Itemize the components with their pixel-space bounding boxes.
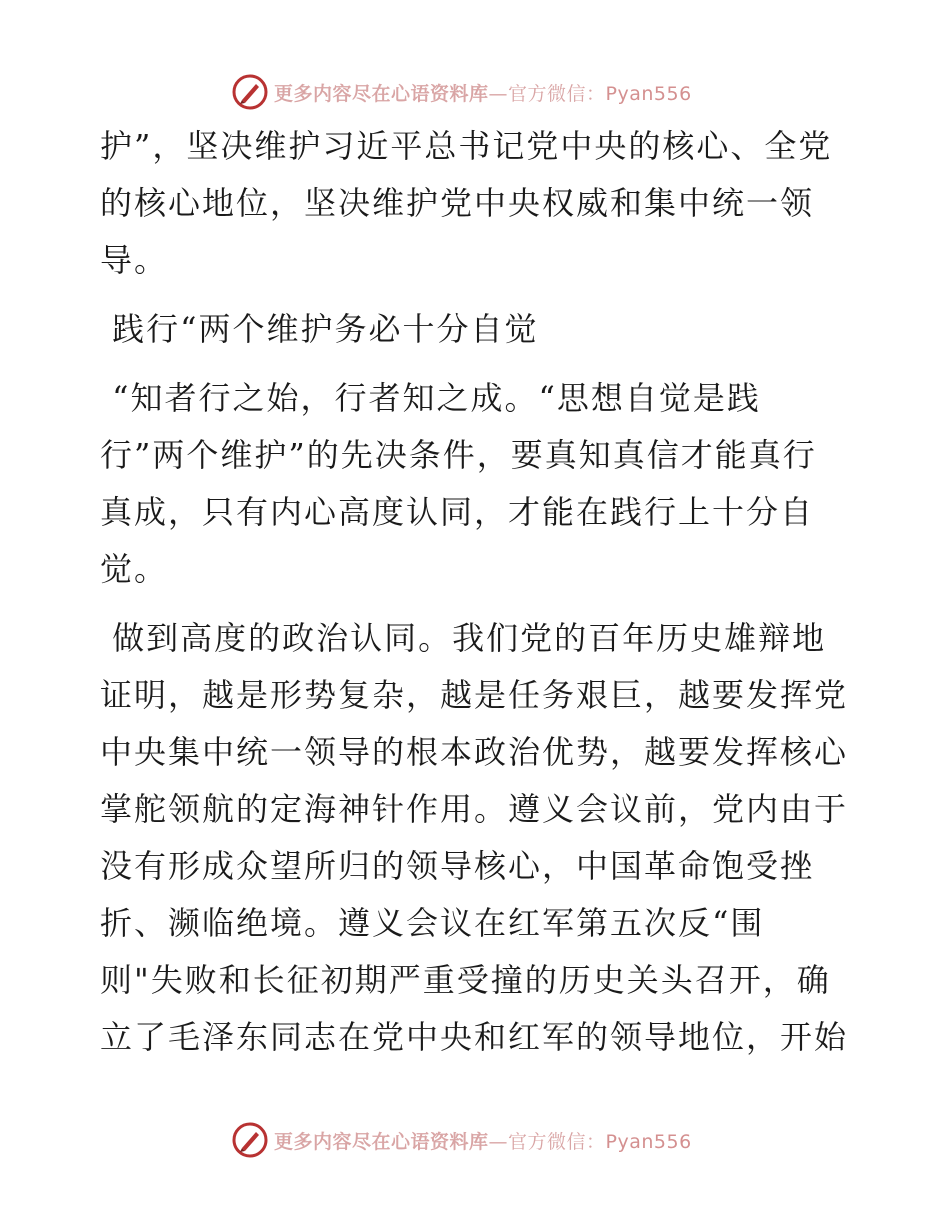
watermark-text: 更多内容尽在心语资料库 xyxy=(274,1130,489,1153)
paragraph-3 xyxy=(100,370,860,598)
pen-logo-icon xyxy=(232,74,268,110)
text-line: 证明，越是形势复杂，越是任务艰巨，越要发挥党 xyxy=(100,676,849,714)
pen-logo-icon xyxy=(232,1122,268,1158)
text-line: 则"失败和长征初期严重受撞的历史关头召开，确 xyxy=(100,961,831,999)
watermark-label: 官方微信： xyxy=(508,1130,606,1153)
watermark-id: Pyan556 xyxy=(605,82,692,105)
text-line: 行”两个维护”的先决条件，要真知真信才能真行 xyxy=(100,436,817,474)
footer-watermark xyxy=(232,1120,692,1160)
watermark-id: Pyan556 xyxy=(605,1130,692,1153)
header-watermark xyxy=(232,72,692,112)
text-line: 掌舵领航的定海神针作用。遵义会议前，党内由于 xyxy=(100,790,849,828)
heading-line: 践行“两个维护务必十分自觉 xyxy=(100,310,539,348)
text-line: 没有形成众望所归的领导核心，中国革命饱受挫 xyxy=(100,847,815,885)
text-line: 做到高度的政治认同。我们党的百年历史雄辩地 xyxy=(100,619,827,657)
text-line: 折、濒临绝境。遵义会议在红军第五次反“围 xyxy=(100,904,765,942)
paragraph-1 xyxy=(100,118,860,289)
watermark-dash: — xyxy=(488,82,509,105)
text-line: 觉。 xyxy=(100,550,169,588)
document-body xyxy=(100,118,860,1066)
text-line: 的核心地位，坚决维护党中央权威和集中统一领 xyxy=(100,184,815,222)
watermark-label: 官方微信： xyxy=(508,82,606,105)
text-line: “知者行之始，行者知之成。“思想自觉是践 xyxy=(100,379,761,417)
text-line: 护”，坚决维护习近平总书记党中央的核心、全党 xyxy=(100,127,833,165)
section-heading xyxy=(100,301,860,358)
text-line: 导。 xyxy=(100,241,169,279)
watermark-text: 更多内容尽在心语资料库 xyxy=(274,82,489,105)
text-line: 立了毛泽东同志在党中央和红军的领导地位，开始 xyxy=(100,1018,849,1056)
text-line: 真成，只有内心高度认同，才能在践行上十分自 xyxy=(100,493,815,531)
watermark-dash: — xyxy=(488,1130,509,1153)
paragraph-4 xyxy=(100,610,860,1066)
text-line: 中央集中统一领导的根本政治优势，越要发挥核心 xyxy=(100,733,849,771)
